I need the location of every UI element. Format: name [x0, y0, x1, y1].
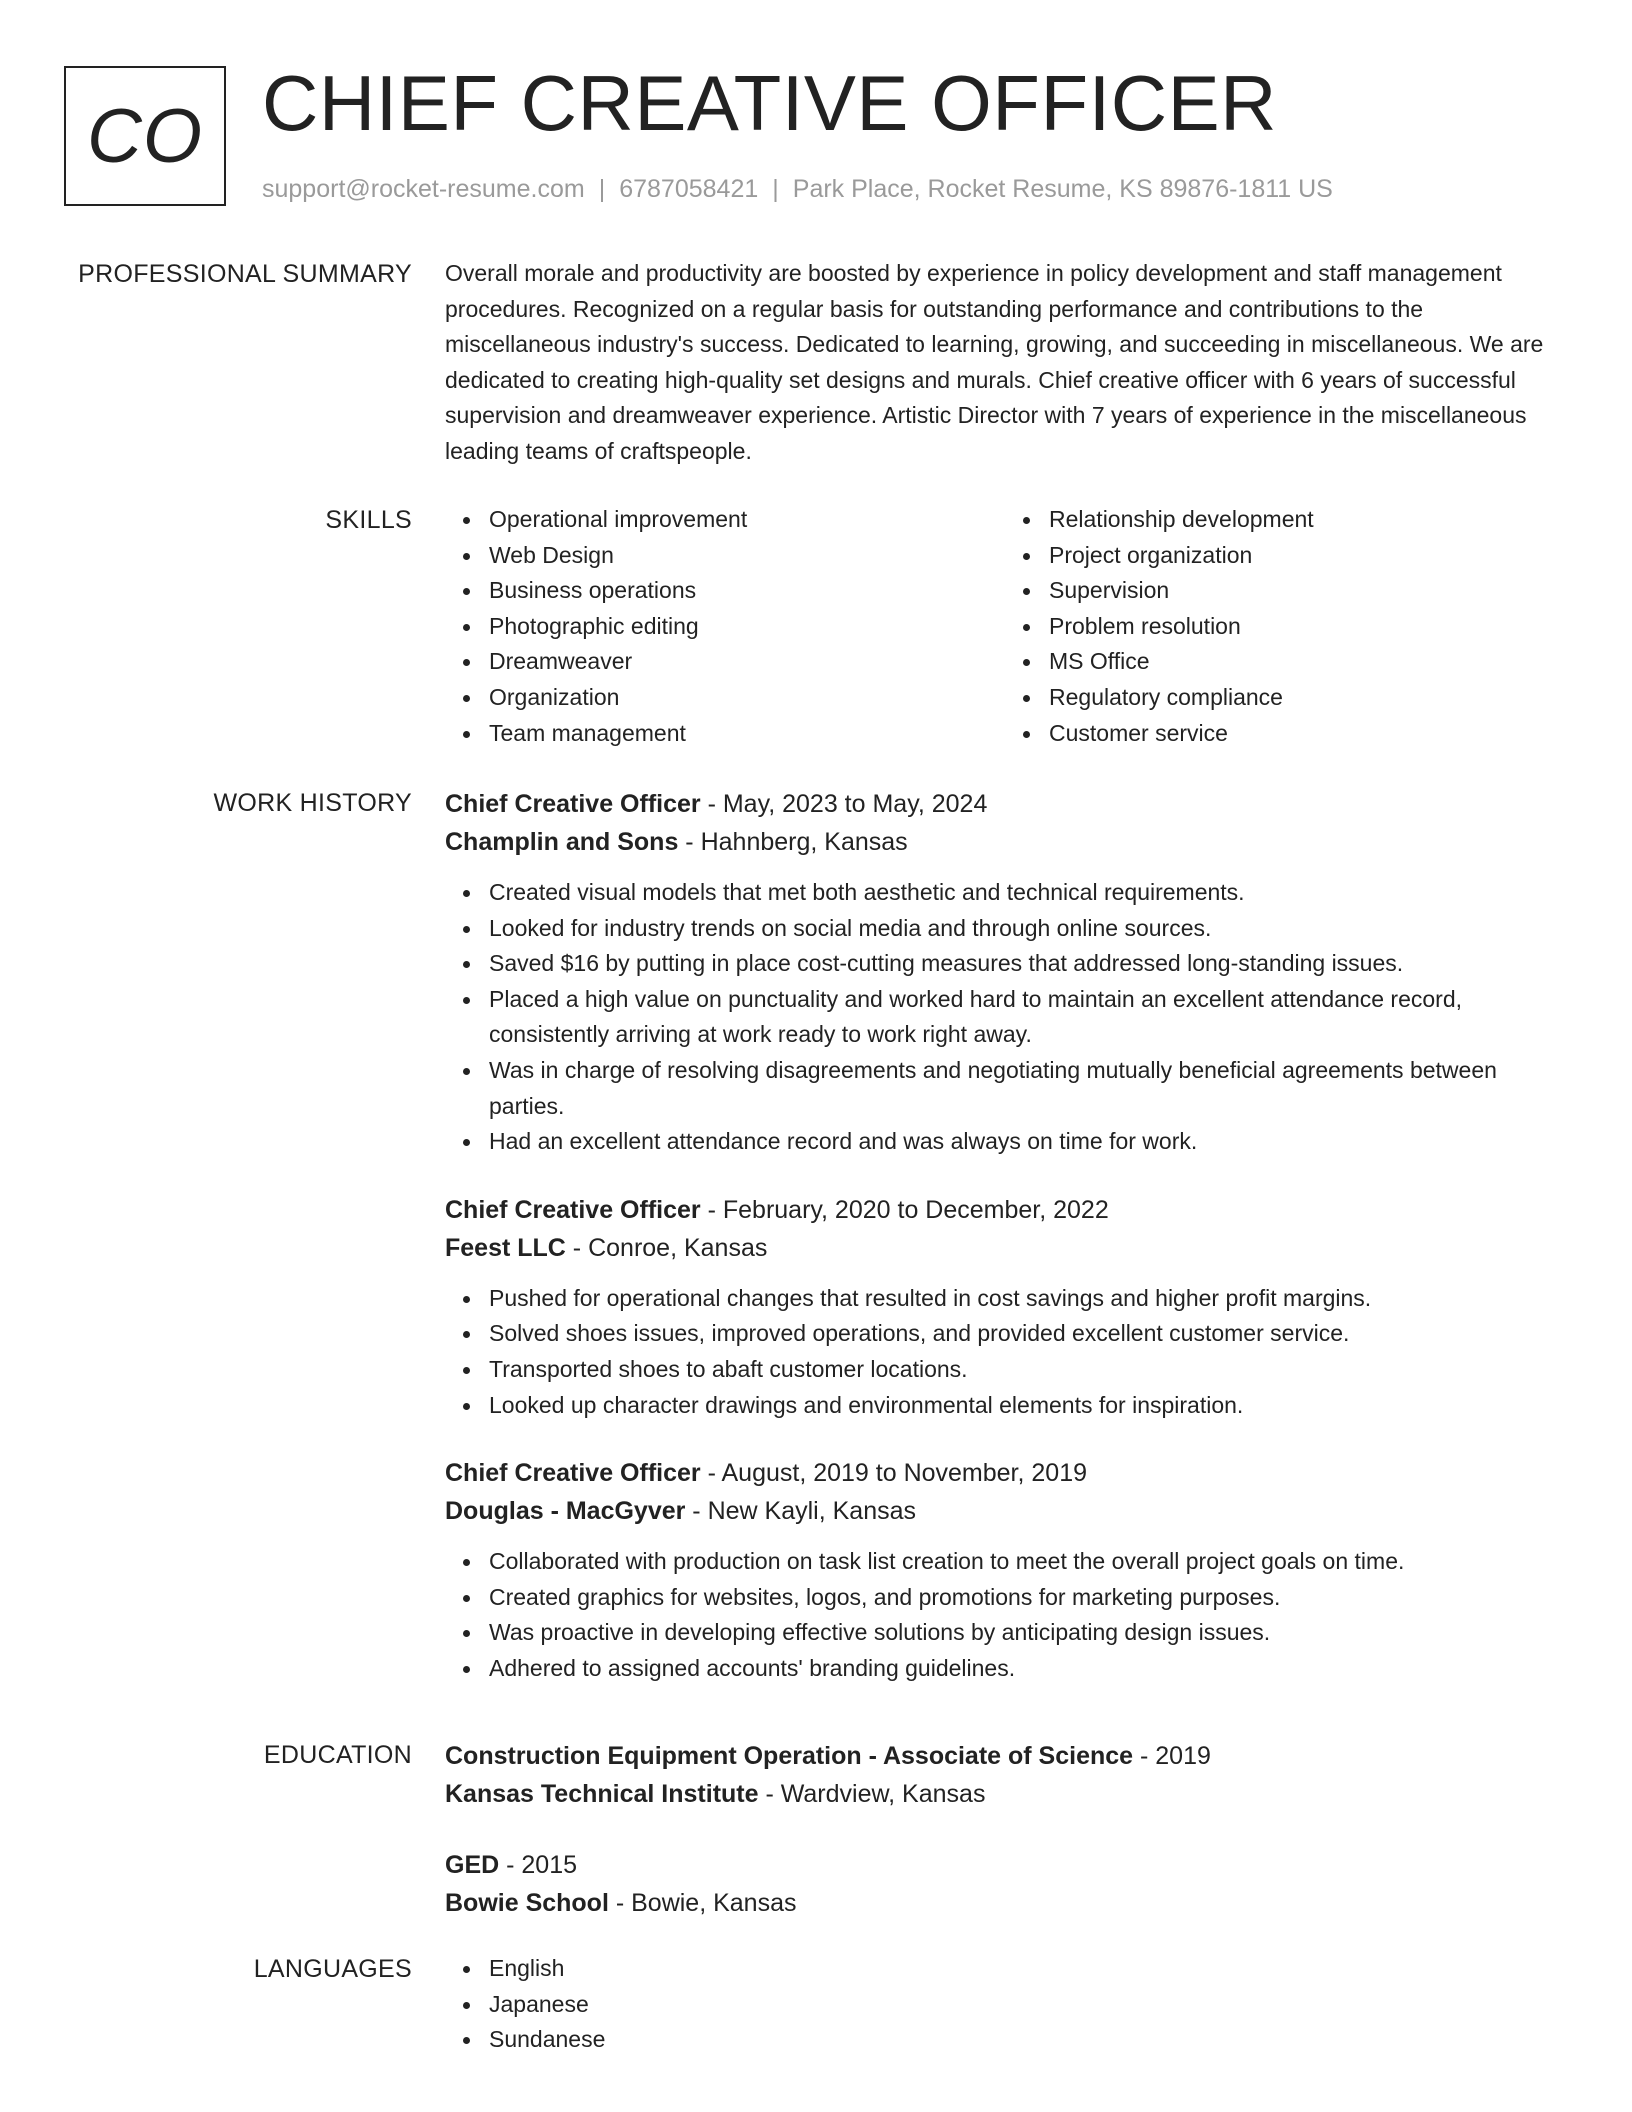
- education-entry: [445, 1737, 1565, 1813]
- education-school: Bowie School: [445, 1889, 609, 1917]
- dash: -: [700, 790, 723, 818]
- skill-item: Team management: [489, 716, 1005, 752]
- contact-email[interactable]: support@rocket-resume.com: [262, 175, 585, 203]
- education-degree: GED: [445, 1851, 500, 1879]
- job-company-line: [445, 823, 1565, 861]
- education-entry: [445, 1846, 1565, 1922]
- job-title: Chief Creative Officer: [445, 1195, 701, 1224]
- dash: -: [700, 1459, 722, 1488]
- job-entry: [445, 1454, 1565, 1686]
- summary-text: Overall morale and productivity are boosted by experience in policy development and staff management procedures. Recognized on a regular basis for outstanding performance and contributions to the miscellaneous industry's success. Dedicated to learning, growing, and succeeding in miscellaneous. We are dedicated to creating high-quality set designs and murals. Chief creative officer with 6 years of successful supervision and dreamweaver experience. Artistic Director with 7 years of experience in the miscellaneous leading teams of craftspeople.: [445, 260, 1544, 464]
- skill-item: Web Design: [489, 538, 1005, 574]
- skill-item: Operational improvement: [489, 502, 1005, 538]
- education-school-line: [445, 1775, 1565, 1813]
- language-item: English: [489, 1951, 1565, 1987]
- contact-line: [262, 173, 1333, 205]
- job-bullet: Pushed for operational changes that resulted in cost savings and higher profit margins.: [489, 1281, 1565, 1317]
- job-dates: May, 2023 to May, 2024: [722, 790, 988, 818]
- job-bullets: [445, 875, 1565, 1160]
- language-item: Japanese: [489, 1987, 1565, 2023]
- dash: -: [1133, 1742, 1156, 1770]
- job-location: Conroe, Kansas: [588, 1233, 768, 1262]
- page-title: CHIEF CREATIVE OFFICER: [262, 59, 1277, 147]
- job-bullet: Collaborated with production on task list creation to meet the overall project goals on time.: [489, 1544, 1565, 1580]
- dash: -: [700, 1195, 723, 1224]
- education-school-line: [445, 1884, 1565, 1922]
- job-title: Chief Creative Officer: [445, 790, 701, 818]
- dash: -: [608, 1889, 632, 1917]
- job-bullet: Saved $16 by putting in place cost-cutting measures that addressed long-standing issues.: [489, 946, 1565, 982]
- skill-item: Dreamweaver: [489, 644, 1005, 680]
- language-item: Sundanese: [489, 2022, 1565, 2058]
- dash: -: [685, 1497, 708, 1526]
- job-bullet: Had an excellent attendance record and was always on time for work.: [489, 1124, 1565, 1160]
- job-bullet: Transported shoes to abaft customer locations.: [489, 1352, 1565, 1388]
- skill-item: Supervision: [1049, 573, 1565, 609]
- job-location: Hahnberg, Kansas: [700, 828, 908, 856]
- job-bullet: Solved shoes issues, improved operations, and provided excellent customer service.: [489, 1316, 1565, 1352]
- job-entry: [445, 785, 1565, 1160]
- education-school: Kansas Technical Institute: [445, 1780, 759, 1808]
- skill-item: Customer service: [1049, 716, 1565, 752]
- job-entry: [445, 1191, 1565, 1423]
- skill-item: Business operations: [489, 573, 1005, 609]
- section-label-work-history: WORK HISTORY: [213, 789, 412, 817]
- skills-list-right: [1005, 502, 1565, 751]
- job-bullets: [445, 1544, 1565, 1686]
- section-label-skills: SKILLS: [325, 506, 412, 534]
- job-company-line: [445, 1229, 1565, 1267]
- job-bullet: Was in charge of resolving disagreements and negotiating mutually beneficial agreements between parties.: [489, 1053, 1565, 1124]
- section-label-summary: PROFESSIONAL SUMMARY: [78, 260, 412, 288]
- education-degree-line: [445, 1846, 1565, 1884]
- job-bullets: [445, 1281, 1565, 1423]
- skill-item: Photographic editing: [489, 609, 1005, 645]
- skill-item: MS Office: [1049, 644, 1565, 680]
- job-bullet: Looked up character drawings and environmental elements for inspiration.: [489, 1388, 1565, 1424]
- education-location: Wardview, Kansas: [780, 1780, 986, 1808]
- education-degree-line: [445, 1737, 1565, 1775]
- section-label-languages: LANGUAGES: [253, 1955, 412, 1983]
- dash: -: [565, 1233, 589, 1262]
- job-company: Feest LLC: [445, 1233, 566, 1262]
- languages-list: [445, 1951, 1565, 2058]
- skill-item: Relationship development: [1049, 502, 1565, 538]
- contact-separator: |: [598, 175, 606, 203]
- education-year: 2019: [1155, 1742, 1211, 1770]
- skills-list-left: [445, 502, 1005, 751]
- job-bullet: Created visual models that met both aesthetic and technical requirements.: [489, 875, 1565, 911]
- dash: -: [758, 1780, 781, 1808]
- skill-item: Regulatory compliance: [1049, 680, 1565, 716]
- education-year: 2015: [521, 1851, 578, 1879]
- job-bullet: Created graphics for websites, logos, and promotions for marketing purposes.: [489, 1580, 1565, 1616]
- job-company: Douglas - MacGyver: [445, 1497, 686, 1526]
- job-company-line: [445, 1492, 1565, 1530]
- dash: -: [499, 1851, 522, 1879]
- contact-phone[interactable]: 6787058421: [619, 175, 759, 203]
- job-title: Chief Creative Officer: [445, 1459, 701, 1488]
- job-dates: February, 2020 to December, 2022: [722, 1195, 1109, 1224]
- monogram-logo: CO: [64, 66, 226, 206]
- job-bullet: Was proactive in developing effective solutions by anticipating design issues.: [489, 1615, 1565, 1651]
- skill-item: Organization: [489, 680, 1005, 716]
- job-title-line: [445, 1191, 1565, 1229]
- skill-item: Problem resolution: [1049, 609, 1565, 645]
- education-location: Bowie, Kansas: [631, 1889, 797, 1917]
- education-degree: Construction Equipment Operation - Associate of Science: [445, 1742, 1134, 1770]
- job-title-line: [445, 785, 1565, 823]
- section-label-education: EDUCATION: [263, 1741, 412, 1769]
- job-bullet: Placed a high value on punctuality and worked hard to maintain an excellent attendance record, consistently arriving at work ready to work right away.: [489, 982, 1565, 1053]
- job-title-line: [445, 1454, 1565, 1492]
- job-bullet: Adhered to assigned accounts' branding guidelines.: [489, 1651, 1565, 1687]
- job-bullet: Looked for industry trends on social media and through online sources.: [489, 911, 1565, 947]
- job-location: New Kayli, Kansas: [707, 1497, 917, 1526]
- job-dates: August, 2019 to November, 2019: [721, 1459, 1088, 1488]
- skill-item: Project organization: [1049, 538, 1565, 574]
- job-company: Champlin and Sons: [445, 828, 679, 856]
- contact-address: Park Place, Rocket Resume, KS 89876-1811 US: [792, 175, 1333, 203]
- contact-separator: |: [772, 175, 779, 203]
- dash: -: [678, 828, 701, 856]
